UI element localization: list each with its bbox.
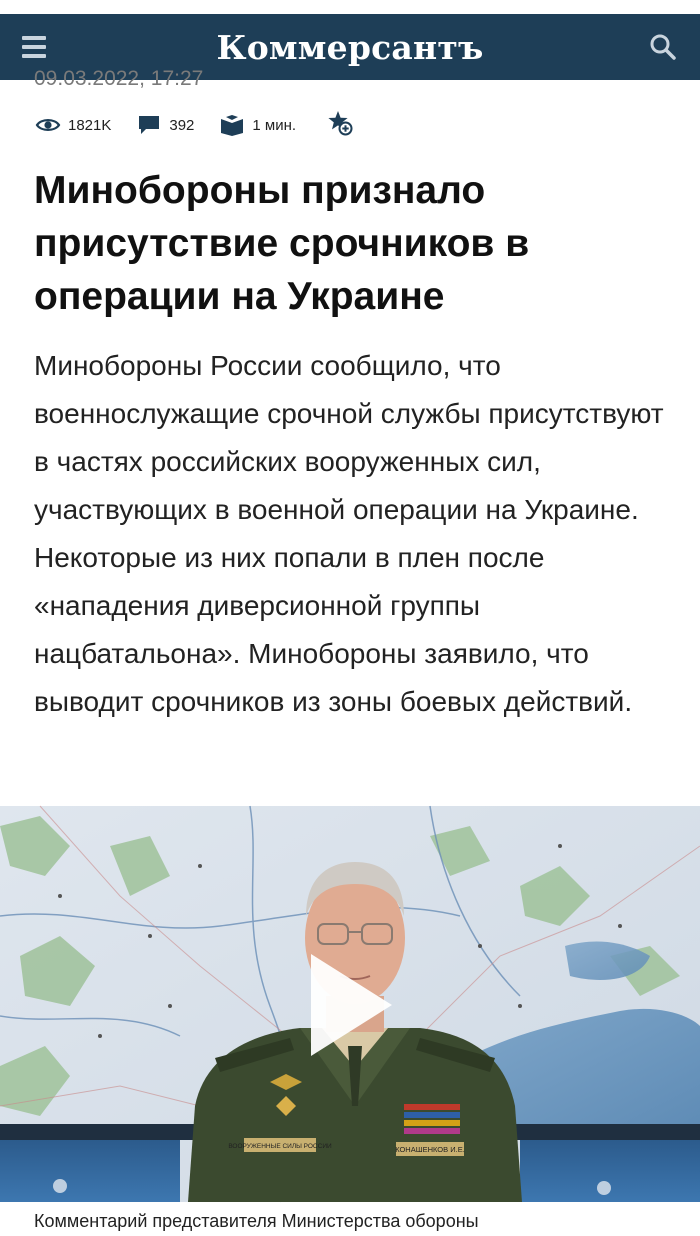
article-date: 09.03.2022, 17:27	[34, 67, 204, 90]
video-player[interactable]	[0, 806, 700, 1202]
article-title: Минобороны признало присутствие срочников в операции на Украине	[34, 169, 530, 318]
read-time-stat	[220, 114, 296, 136]
status-strip	[0, 0, 700, 14]
add-favorite-button[interactable]	[328, 110, 354, 141]
comment-icon	[137, 114, 161, 136]
article-lead: Минобороны России сообщило, что военнослужащие срочной службы присутствуют в частях российских вооруженных сил, участвующих в военной операции на Украине. Некоторые из них попали в плен после «нападения диверсионной группы нацбатальона». Минобороны заявило, что выводит срочников из зоны боевых действий.	[34, 350, 664, 717]
hamburger-icon[interactable]	[22, 32, 52, 62]
read-time: 1 мин.	[252, 116, 297, 134]
site-logo[interactable]: Коммерсантъ	[216, 27, 484, 67]
views-count: 1821K	[68, 116, 112, 134]
views-stat	[36, 117, 111, 134]
video-caption: Комментарий представителя Министерства обороны	[34, 1211, 479, 1231]
svg-text:ВООРУЖЕННЫЕ СИЛЫ РОССИИ: ВООРУЖЕННЫЕ СИЛЫ РОССИИ	[228, 1143, 332, 1150]
search-icon[interactable]	[648, 32, 678, 62]
eye-icon	[36, 117, 60, 133]
svg-text:КОНАШЕНКОВ И.Е.: КОНАШЕНКОВ И.Е.	[395, 1145, 465, 1154]
article-stats	[36, 110, 354, 140]
comments-count: 392	[169, 116, 195, 134]
video-frame	[0, 806, 700, 1202]
book-icon	[220, 114, 244, 136]
comments-stat[interactable]	[137, 114, 194, 136]
star-plus-icon	[328, 110, 354, 136]
